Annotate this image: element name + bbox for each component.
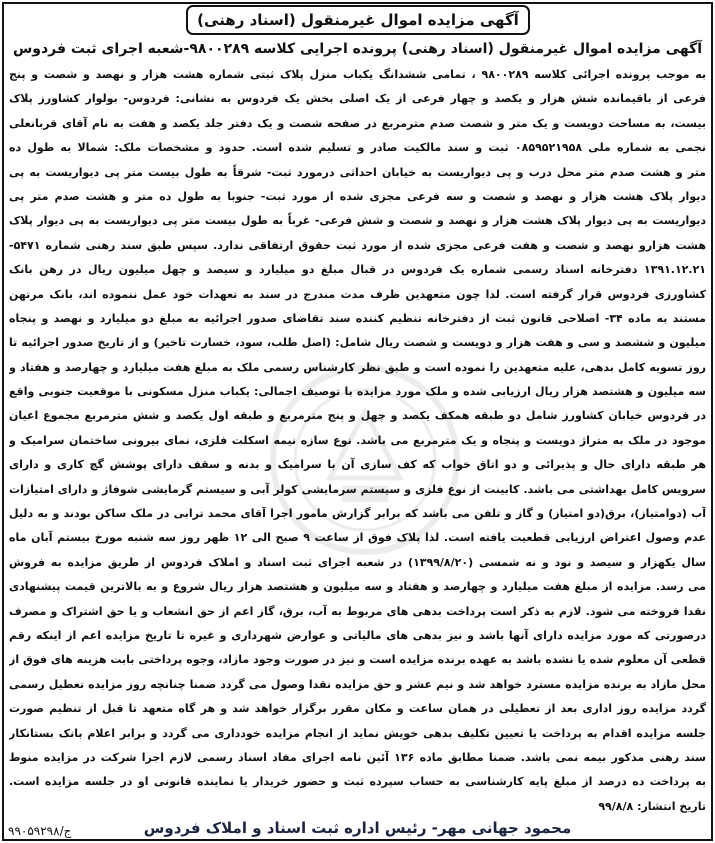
body-line: سه میلیون و هشتصد هزار ریال ارزیابی شده و ملک مورد مزایده با توصیف اجمالی: یکباب منزل مسکونی با موقعیت جنوبی واقع	[9, 385, 706, 399]
body-line: ۱۳۹۱.۱۲.۲۱ دفترخانه اسناد رسمی شماره یک فردوس در قبال مبلغ دو میلیارد و سیصد و چهل میلیون ریال در رهن بانک	[9, 263, 706, 277]
body-line: موجود در ملک به متراژ دویست و پنجاه و یک مترمربع می باشد. نوع سازه نیمه اسکلت فلزی، نمای بیرونی ساختمان سرامیک و	[9, 433, 706, 447]
notice-title: آگهی مزایده اموال غیرمنقول (اسناد رهنی)	[197, 11, 519, 29]
signature: محمود جهانی مهر- رئیس اداره ثبت اسناد و املاک فردوس	[143, 819, 572, 837]
body-line: در فردوس خیابان کشاورز شامل دو طبقه همکف یکصد و چهل و پنج مترمربع و طبقه اول یکصد و شش مترمربع مجموع اعیان	[9, 409, 706, 423]
notice-code: ج/۹۹۰۵۹۲۹۸	[8, 824, 72, 838]
body-line: مستند به ماده ۳۴- اصلاحی قانون ثبت از دفترخانه تنظیم کننده سند تقاضای صدور اجرائیه به مبلغ دو میلیارد و نهصد و پنجاه	[9, 311, 706, 325]
body-line: به پرداخت ده درصد از مبلغ پایه کارشناسی به حساب سپرده ثبت و حضور خریدار یا نماینده قانونی او در جلسه مزایده است.	[9, 775, 706, 789]
notice-subtitle: آگهی مزایده اموال غیرمنقول (اسناد رهنی) پرونده اجرایی کلاسه ۹۸۰۰۲۸۹-شعبه اجرای ثبت فردوس	[12, 41, 703, 57]
body-line: متر و هشت صدم متر محل درب و پی دیواریست به خیابان احداثی درمورد ثبت- شرقاً به طول بیست متر پی دیواریست به پی	[9, 165, 706, 179]
title-box	[186, 5, 530, 35]
body-line: نجمی به شماره ملی ۰۸۵۹۵۲۱۹۵۸ ثبت و سند مالکیت صادر و تسلیم شده است. حدود و مشخصات ملک: شمالا به طول ده	[9, 141, 706, 155]
body-line: درصورتی که مورد مزایده دارای آنها باشد و نیز بدهی های مالیاتی و عوارض شهرداری و غیره تا تاریخ مزایده اعم از اینکه رقم	[9, 628, 706, 642]
body-line: می رسد. مزایده از مبلغ هفت میلیارد و چهارصد و هفتاد و سه میلیون و هشتصد هزار ریال شروع و به بالاترین قیمت پیشنهادی	[9, 580, 706, 594]
body-line: دیواریست به پی دیوار پلاک هشت هزار و نهصد و شصت و شش فرعی- غرباً به طول بیست متر پی دیواریست به پی دیوار پلاک	[9, 214, 706, 228]
notice-body	[9, 63, 706, 819]
publish-date: تاریخ انتشار: ۹۹/۸/۸	[598, 799, 706, 813]
body-line: نقدا فروخته می شود. لازم به ذکر است پرداخت بدهی های مربوط به آب، برق، گاز اعم از حق انشعاب و یا حق اشتراک و مصرف	[9, 604, 706, 618]
body-line: سال یکهزار و سیصد و نود و نه شمسی (۱۳۹۹/۸/۲۰) در شعبه اجرای ثبت اسناد و املاک فردوس از طریق مزایده به فروش	[9, 555, 706, 569]
body-line: محل مازاد به برنده مزایده مسترد خواهد شد و نیم عشر و حق مزایده نقدا وصول می گردد ضمنا چنانچه روز مزایده تعطیل رسمی	[9, 677, 706, 691]
body-line: هر طبقه دارای حال و پذیرائی و دو اتاق خواب که کف سازی آن با سرامیک و بدنه و سقف دارای پوشش گچ کاری و دارای	[9, 458, 706, 472]
body-line: فرعی از باقیمانده شش هزار و یکصد و چهار فرعی از یک اصلی بخش یک فردوس به نشانی: فردوس- بولوار کشاورز پلاک	[9, 92, 706, 106]
body-line: به موجب پرونده اجرائی کلاسه ۹۸۰۰۲۸۹ ، تمامی ششدانگ یکباب منزل پلاک ثبتی شماره هشت هزار و نهصد و شصت و پنج	[9, 68, 706, 81]
body-line: سرویس کامل بهداشتی می باشد. کابینت از نوع فلزی و سیستم سرمایشی کولر آبی و سیستم گرمایشی شوفاژ و دارای امتیازات	[9, 482, 706, 496]
body-line: بیست، به مساحت دویست و یک متر و شصت صدم مترمربع در صفحه شصت و یک دفتر جلد یکصد و هفت به نام آقای قربانعلی	[9, 116, 706, 130]
body-line: کشاورزی فردوس قرار گرفته است. لذا چون متعهدین ظرف مدت مندرج در سند به تعهدات خود عمل ننموده اند، بانک مرتهن	[9, 287, 706, 301]
body-line: جلسه مزایده اقدام به پرداخت یا تعیین تکلیف بدهی خویش نماید از انجام مزایده خودداری می گردد و برابر اعلام بانک بستانکار	[9, 726, 706, 740]
body-line: گردد مزایده روز اداری بعد از تعطیلی در همان ساعت و مکان مقرر برگزار خواهد شد و هر گاه متعهد تا قبل از تنظیم صورت	[9, 702, 706, 716]
body-line: سند رهنی مذکور بیمه نمی باشد. ضمنا مطابق ماده ۱۳۶ آئین نامه اجرای مفاد اسناد رسمی لازم اجرا شرکت در مزایده منوط	[9, 750, 706, 764]
body-line: آب (دوامتیاز)، برق(دو امتیاز) و گاز و تلفن می باشد که برابر گزارش مامور اجرا آقای محمد ترابی در ملک ساکن بودند و به دلیل	[9, 507, 706, 521]
body-line: قطعی آن معلوم شده یا نشده باشد به عهده برنده مزایده است و نیز در صورت وجود مازاد، وجوه پرداختی بابت هزینه های فوق از	[9, 653, 706, 667]
body-line: هشت هزارو نهصد و شصت و هفت فرعی مجزی شده از مورد ثبت حقوق ارتفاقی ندارد. سپس طبق سند رهنی شماره ۵۴۷۱-	[9, 238, 706, 252]
body-line: میلیون و ششصد و سی و هفت هزار و دویست و شصت ریال شامل: (اصل طلب، سود، خسارت تاخیر) و از تاریخ صدور اجرائیه تا	[9, 336, 706, 350]
body-line: روز تسویه کامل بدهی، علیه متعهدین را نموده است و طبق نظر کارشناس رسمی ملک به مبلغ هفت میلیارد و چهارصد و هفتاد و	[9, 360, 706, 374]
body-line: دیوار پلاک هشت هزار و نهصد و شصت و سه فرعی مجزی شده از مورد ثبت- جنوبا به طول ده متر و هشت صدم متر پی	[9, 189, 706, 203]
body-line: عدم وصول اعتراض ارزیابی قطعیت یافته است. لذا پلاک فوق از ساعت ۹ صبح الی ۱۲ ظهر روز سه شنبه مورخ بیستم آبان ماه	[9, 531, 706, 545]
